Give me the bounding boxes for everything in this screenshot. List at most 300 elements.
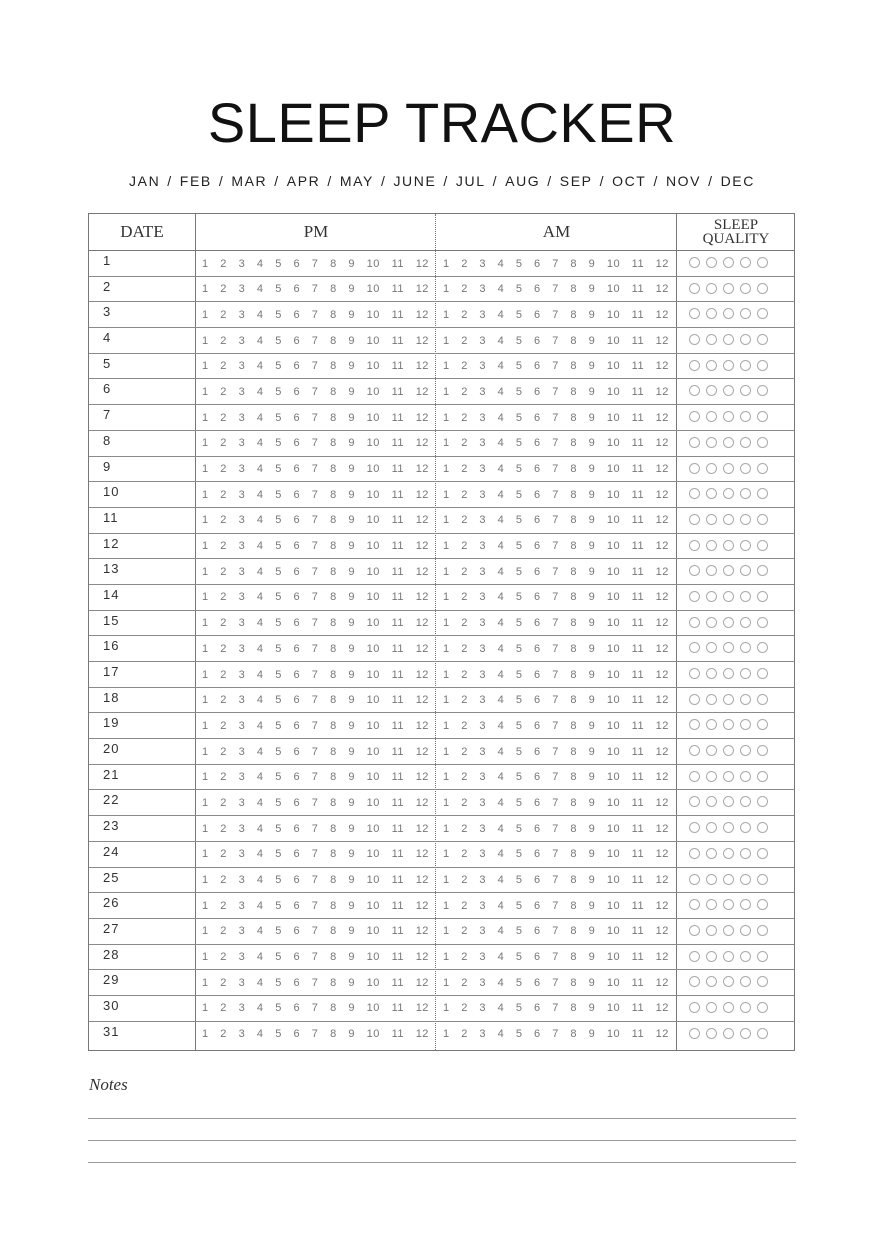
pm-hour-cell[interactable]: 7 — [311, 565, 319, 578]
pm-hour-cell[interactable]: 11 — [391, 951, 405, 964]
am-hour-cell[interactable]: 7 — [552, 488, 559, 501]
pm-hour-cell[interactable]: 7 — [311, 308, 319, 321]
quality-circle-icon[interactable] — [723, 308, 734, 319]
pm-hour-cell[interactable]: 2 — [220, 385, 227, 398]
quality-circle-icon[interactable] — [689, 565, 700, 576]
pm-hour-cell[interactable]: 6 — [293, 540, 301, 553]
pm-hour-cell[interactable]: 12 — [415, 976, 429, 989]
pm-hour-cell[interactable]: 1 — [202, 874, 209, 886]
quality-circle-icon[interactable] — [740, 565, 751, 576]
pm-hour-cell[interactable]: 4 — [256, 1028, 264, 1041]
pm-hour-cell[interactable]: 12 — [415, 668, 429, 681]
am-hour-cell[interactable]: 1 — [443, 771, 450, 784]
am-hour-cell[interactable]: 4 — [497, 334, 505, 347]
quality-circle-icon[interactable] — [689, 899, 700, 910]
am-hour-cell[interactable]: 8 — [570, 617, 578, 630]
quality-circle-icon[interactable] — [723, 437, 734, 448]
am-hour-cell[interactable]: 7 — [552, 565, 559, 578]
pm-hour-cell[interactable]: 11 — [391, 976, 405, 989]
quality-circle-icon[interactable] — [689, 360, 700, 371]
pm-hour-cell[interactable]: 12 — [415, 283, 429, 296]
quality-circle-icon[interactable] — [706, 796, 717, 807]
pm-hour-cell[interactable]: 4 — [256, 848, 264, 861]
quality-circle-icon[interactable] — [740, 822, 751, 833]
quality-circle-icon[interactable] — [689, 591, 700, 602]
quality-circle-icon[interactable] — [757, 925, 768, 936]
am-hour-cell[interactable]: 6 — [534, 694, 541, 707]
pm-hour-cell[interactable]: 2 — [220, 437, 227, 450]
am-hour-cell[interactable]: 7 — [552, 283, 559, 296]
am-hour-cell[interactable]: 2 — [461, 591, 468, 604]
quality-circle-icon[interactable] — [689, 822, 700, 833]
am-hour-cell[interactable]: 5 — [515, 925, 523, 938]
pm-hour-cell[interactable]: 12 — [415, 719, 429, 732]
month-aug[interactable]: AUG — [505, 173, 541, 189]
pm-hour-cell[interactable]: 5 — [275, 642, 282, 655]
am-hour-cell[interactable]: 12 — [655, 745, 669, 758]
pm-hour-cell[interactable]: 4 — [256, 565, 264, 578]
am-hour-cell[interactable]: 5 — [515, 668, 523, 681]
pm-hour-cell[interactable]: 12 — [415, 411, 429, 424]
pm-hour-cell[interactable]: 7 — [311, 283, 319, 296]
am-hour-cell[interactable]: 8 — [570, 1028, 578, 1041]
month-sep[interactable]: SEP — [559, 173, 593, 189]
pm-hour-cell[interactable]: 10 — [366, 334, 380, 347]
pm-hour-cell[interactable]: 12 — [415, 951, 429, 964]
pm-hour-cell[interactable]: 8 — [330, 334, 337, 347]
pm-hour-cell[interactable]: 7 — [311, 463, 319, 475]
am-hour-cell[interactable]: 7 — [552, 719, 559, 732]
am-hour-cell[interactable]: 12 — [655, 925, 669, 938]
quality-circle-icon[interactable] — [706, 591, 717, 602]
pm-hour-cell[interactable]: 11 — [391, 257, 405, 270]
am-hour-cell[interactable]: 2 — [461, 1028, 468, 1041]
am-hour-cell[interactable]: 9 — [588, 411, 596, 424]
pm-hour-cell[interactable]: 9 — [348, 463, 355, 475]
pm-hour-cell[interactable]: 10 — [366, 668, 380, 681]
am-hour-cell[interactable]: 5 — [515, 411, 523, 424]
pm-hour-cell[interactable]: 6 — [293, 360, 301, 373]
pm-hour-cell[interactable]: 3 — [238, 668, 246, 681]
pm-hour-cell[interactable]: 9 — [348, 385, 355, 398]
pm-hour-cell[interactable]: 7 — [311, 719, 319, 732]
pm-hour-cell[interactable]: 9 — [348, 360, 355, 373]
pm-hour-cell[interactable]: 2 — [220, 668, 227, 681]
quality-circle-icon[interactable] — [706, 617, 717, 628]
pm-hour-cell[interactable]: 9 — [348, 796, 355, 809]
pm-hour-cell[interactable]: 1 — [202, 437, 209, 450]
am-hour-cell[interactable]: 1 — [443, 951, 450, 964]
pm-hour-cell[interactable]: 1 — [202, 822, 209, 835]
pm-hour-cell[interactable]: 10 — [366, 874, 380, 886]
pm-hour-cell[interactable]: 10 — [366, 1028, 380, 1041]
month-jan[interactable]: JAN — [129, 173, 161, 189]
pm-hour-cell[interactable]: 11 — [391, 745, 405, 758]
am-hour-cell[interactable]: 10 — [606, 694, 621, 707]
am-hour-cell[interactable]: 6 — [534, 796, 541, 809]
pm-hour-cell[interactable]: 9 — [348, 642, 355, 655]
am-hour-cell[interactable]: 4 — [497, 848, 505, 861]
pm-hour-cell[interactable]: 8 — [330, 668, 337, 681]
pm-hour-cell[interactable]: 11 — [391, 642, 405, 655]
pm-hour-cell[interactable]: 3 — [238, 257, 246, 270]
quality-circle-icon[interactable] — [757, 976, 768, 987]
am-hour-cell[interactable]: 11 — [631, 874, 645, 886]
am-hour-cell[interactable]: 5 — [515, 334, 523, 347]
pm-hour-cell[interactable]: 2 — [220, 925, 227, 938]
pm-hour-cell[interactable]: 8 — [330, 308, 337, 321]
am-hour-cell[interactable]: 8 — [570, 1002, 578, 1015]
am-hour-cell[interactable]: 6 — [534, 976, 541, 989]
pm-hour-cell[interactable]: 10 — [366, 411, 380, 424]
am-hour-cell[interactable]: 7 — [552, 745, 559, 758]
pm-hour-cell[interactable]: 2 — [220, 334, 227, 347]
am-hour-cell[interactable]: 9 — [588, 719, 596, 732]
am-hour-cell[interactable]: 9 — [588, 591, 596, 604]
am-hour-cell[interactable]: 9 — [588, 308, 596, 321]
quality-circle-icon[interactable] — [757, 642, 768, 653]
pm-hour-cell[interactable]: 4 — [256, 360, 264, 373]
am-hour-cell[interactable]: 5 — [515, 283, 523, 296]
am-hour-cell[interactable]: 10 — [606, 385, 621, 398]
am-hour-cell[interactable]: 11 — [631, 694, 645, 707]
am-hour-cell[interactable]: 4 — [497, 642, 505, 655]
pm-hour-cell[interactable]: 5 — [275, 437, 282, 450]
pm-hour-cell[interactable]: 4 — [256, 796, 264, 809]
pm-hour-cell[interactable]: 11 — [391, 822, 405, 835]
am-hour-cell[interactable]: 9 — [588, 617, 596, 630]
pm-hour-cell[interactable]: 2 — [220, 617, 227, 630]
quality-circle-icon[interactable] — [723, 617, 734, 628]
am-hour-cell[interactable]: 6 — [534, 925, 541, 938]
am-hour-cell[interactable]: 12 — [655, 591, 669, 604]
pm-hour-cell[interactable]: 7 — [311, 334, 319, 347]
am-hour-cell[interactable]: 10 — [606, 540, 621, 553]
am-hour-cell[interactable]: 3 — [479, 668, 487, 681]
pm-hour-cell[interactable]: 9 — [348, 1002, 355, 1015]
am-hour-cell[interactable]: 12 — [655, 848, 669, 861]
month-oct[interactable]: OCT — [612, 173, 647, 189]
am-hour-cell[interactable]: 8 — [570, 642, 578, 655]
pm-hour-cell[interactable]: 3 — [238, 617, 246, 630]
am-hour-cell[interactable]: 2 — [461, 874, 468, 886]
quality-circle-icon[interactable] — [723, 822, 734, 833]
pm-hour-cell[interactable]: 8 — [330, 899, 337, 912]
pm-hour-cell[interactable]: 12 — [415, 463, 429, 475]
pm-hour-cell[interactable]: 11 — [391, 874, 405, 886]
pm-hour-cell[interactable]: 11 — [391, 463, 405, 475]
pm-hour-cell[interactable]: 1 — [202, 771, 209, 784]
pm-hour-cell[interactable]: 9 — [348, 1028, 355, 1041]
pm-hour-cell[interactable]: 12 — [415, 360, 429, 373]
pm-hour-cell[interactable]: 4 — [256, 1002, 264, 1015]
am-hour-cell[interactable]: 6 — [534, 257, 541, 270]
am-hour-cell[interactable]: 5 — [515, 360, 523, 373]
am-hour-cell[interactable]: 10 — [606, 437, 621, 450]
pm-hour-cell[interactable]: 1 — [202, 360, 209, 373]
pm-hour-cell[interactable]: 9 — [348, 411, 355, 424]
am-hour-cell[interactable]: 10 — [606, 411, 621, 424]
pm-hour-cell[interactable]: 4 — [256, 976, 264, 989]
quality-circle-icon[interactable] — [706, 463, 717, 474]
pm-hour-cell[interactable]: 8 — [330, 874, 337, 886]
pm-hour-cell[interactable]: 4 — [256, 463, 264, 475]
pm-hour-cell[interactable]: 4 — [256, 874, 264, 886]
am-hour-cell[interactable]: 5 — [515, 385, 523, 398]
am-hour-cell[interactable]: 1 — [443, 308, 450, 321]
quality-circle-icon[interactable] — [757, 617, 768, 628]
pm-hour-cell[interactable]: 8 — [330, 617, 337, 630]
am-hour-cell[interactable]: 9 — [588, 694, 596, 707]
am-hour-cell[interactable]: 7 — [552, 899, 559, 912]
am-hour-cell[interactable]: 8 — [570, 488, 578, 501]
pm-hour-cell[interactable]: 9 — [348, 976, 355, 989]
am-hour-cell[interactable]: 5 — [515, 540, 523, 553]
quality-circle-icon[interactable] — [740, 899, 751, 910]
am-hour-cell[interactable]: 5 — [515, 463, 523, 475]
quality-circle-icon[interactable] — [740, 308, 751, 319]
am-hour-cell[interactable]: 3 — [479, 1002, 487, 1015]
am-hour-cell[interactable]: 6 — [534, 437, 541, 450]
am-hour-cell[interactable]: 2 — [461, 822, 468, 835]
am-hour-cell[interactable]: 2 — [461, 360, 468, 373]
am-hour-cell[interactable]: 4 — [497, 257, 505, 270]
am-hour-cell[interactable]: 1 — [443, 745, 450, 758]
pm-hour-cell[interactable]: 11 — [391, 591, 405, 604]
pm-hour-cell[interactable]: 7 — [311, 668, 319, 681]
pm-hour-cell[interactable]: 7 — [311, 411, 319, 424]
pm-hour-cell[interactable]: 11 — [391, 565, 405, 578]
pm-hour-cell[interactable]: 10 — [366, 385, 380, 398]
am-hour-cell[interactable]: 9 — [588, 514, 596, 527]
pm-hour-cell[interactable]: 1 — [202, 617, 209, 630]
pm-hour-cell[interactable]: 8 — [330, 719, 337, 732]
am-hour-cell[interactable]: 8 — [570, 796, 578, 809]
pm-hour-cell[interactable]: 10 — [366, 591, 380, 604]
pm-hour-cell[interactable]: 8 — [330, 925, 337, 938]
am-hour-cell[interactable]: 6 — [534, 463, 541, 475]
am-hour-cell[interactable]: 3 — [479, 591, 487, 604]
pm-hour-cell[interactable]: 7 — [311, 848, 319, 861]
quality-circle-icon[interactable] — [723, 951, 734, 962]
am-hour-cell[interactable]: 1 — [443, 385, 450, 398]
pm-hour-cell[interactable]: 9 — [348, 283, 355, 296]
am-hour-cell[interactable]: 3 — [479, 540, 487, 553]
pm-hour-cell[interactable]: 4 — [256, 925, 264, 938]
quality-circle-icon[interactable] — [689, 796, 700, 807]
pm-hour-cell[interactable]: 3 — [238, 745, 246, 758]
pm-hour-cell[interactable]: 10 — [366, 925, 380, 938]
am-hour-cell[interactable]: 9 — [588, 334, 596, 347]
am-hour-cell[interactable]: 5 — [515, 874, 523, 886]
month-feb[interactable]: FEB — [179, 173, 212, 189]
pm-hour-cell[interactable]: 2 — [220, 694, 227, 707]
am-hour-cell[interactable]: 8 — [570, 283, 578, 296]
pm-hour-cell[interactable]: 1 — [202, 540, 209, 553]
quality-circle-icon[interactable] — [689, 1028, 700, 1039]
am-hour-cell[interactable]: 9 — [588, 771, 596, 784]
pm-hour-cell[interactable]: 9 — [348, 694, 355, 707]
quality-circle-icon[interactable] — [723, 334, 734, 345]
pm-hour-cell[interactable]: 12 — [415, 771, 429, 784]
am-hour-cell[interactable]: 1 — [443, 360, 450, 373]
pm-hour-cell[interactable]: 9 — [348, 848, 355, 861]
quality-circle-icon[interactable] — [706, 925, 717, 936]
pm-hour-cell[interactable]: 1 — [202, 951, 209, 964]
am-hour-cell[interactable]: 10 — [606, 745, 621, 758]
am-hour-cell[interactable]: 6 — [534, 874, 541, 886]
pm-hour-cell[interactable]: 11 — [391, 1028, 405, 1041]
am-hour-cell[interactable]: 4 — [497, 1028, 505, 1041]
am-hour-cell[interactable]: 10 — [606, 874, 621, 886]
am-hour-cell[interactable]: 4 — [497, 514, 505, 527]
pm-hour-cell[interactable]: 7 — [311, 925, 319, 938]
pm-hour-cell[interactable]: 3 — [238, 488, 246, 501]
pm-hour-cell[interactable]: 7 — [311, 360, 319, 373]
quality-circle-icon[interactable] — [757, 565, 768, 576]
quality-circle-icon[interactable] — [689, 385, 700, 396]
pm-hour-cell[interactable]: 2 — [220, 488, 227, 501]
pm-hour-cell[interactable]: 4 — [256, 822, 264, 835]
pm-hour-cell[interactable]: 5 — [275, 899, 282, 912]
quality-circle-icon[interactable] — [740, 411, 751, 422]
am-hour-cell[interactable]: 11 — [631, 488, 645, 501]
am-hour-cell[interactable]: 1 — [443, 334, 450, 347]
pm-hour-cell[interactable]: 1 — [202, 668, 209, 681]
pm-hour-cell[interactable]: 4 — [256, 437, 264, 450]
pm-hour-cell[interactable]: 9 — [348, 719, 355, 732]
am-hour-cell[interactable]: 2 — [461, 540, 468, 553]
am-hour-cell[interactable]: 12 — [655, 283, 669, 296]
pm-hour-cell[interactable]: 5 — [275, 1028, 282, 1041]
pm-hour-cell[interactable]: 9 — [348, 951, 355, 964]
pm-hour-cell[interactable]: 10 — [366, 257, 380, 270]
pm-hour-cell[interactable]: 7 — [311, 951, 319, 964]
am-hour-cell[interactable]: 1 — [443, 848, 450, 861]
am-hour-cell[interactable]: 12 — [655, 385, 669, 398]
pm-hour-cell[interactable]: 8 — [330, 796, 337, 809]
pm-hour-cell[interactable]: 12 — [415, 925, 429, 938]
pm-hour-cell[interactable]: 2 — [220, 540, 227, 553]
am-hour-cell[interactable]: 9 — [588, 283, 596, 296]
quality-circle-icon[interactable] — [689, 411, 700, 422]
quality-circle-icon[interactable] — [757, 385, 768, 396]
quality-circle-icon[interactable] — [706, 565, 717, 576]
am-hour-cell[interactable]: 12 — [655, 308, 669, 321]
am-hour-cell[interactable]: 7 — [552, 591, 559, 604]
am-hour-cell[interactable]: 10 — [606, 308, 621, 321]
pm-hour-cell[interactable]: 9 — [348, 334, 355, 347]
am-hour-cell[interactable]: 5 — [515, 1002, 523, 1015]
am-hour-cell[interactable]: 1 — [443, 822, 450, 835]
pm-hour-cell[interactable]: 7 — [311, 694, 319, 707]
am-hour-cell[interactable]: 2 — [461, 283, 468, 296]
quality-circle-icon[interactable] — [689, 771, 700, 782]
pm-hour-cell[interactable]: 12 — [415, 514, 429, 527]
am-hour-cell[interactable]: 4 — [497, 719, 505, 732]
pm-hour-cell[interactable]: 6 — [293, 1028, 301, 1041]
pm-hour-cell[interactable]: 3 — [238, 694, 246, 707]
pm-hour-cell[interactable]: 12 — [415, 540, 429, 553]
am-hour-cell[interactable]: 5 — [515, 745, 523, 758]
am-hour-cell[interactable]: 10 — [606, 257, 621, 270]
pm-hour-cell[interactable]: 11 — [391, 283, 405, 296]
am-hour-cell[interactable]: 5 — [515, 796, 523, 809]
pm-hour-cell[interactable]: 11 — [391, 848, 405, 861]
quality-circle-icon[interactable] — [757, 874, 768, 885]
pm-hour-cell[interactable]: 4 — [256, 540, 264, 553]
pm-hour-cell[interactable]: 7 — [311, 899, 319, 912]
quality-circle-icon[interactable] — [706, 1002, 717, 1013]
quality-circle-icon[interactable] — [706, 874, 717, 885]
am-hour-cell[interactable]: 11 — [631, 283, 645, 296]
pm-hour-cell[interactable]: 7 — [311, 1028, 319, 1041]
am-hour-cell[interactable]: 11 — [631, 796, 645, 809]
quality-circle-icon[interactable] — [689, 925, 700, 936]
pm-hour-cell[interactable]: 8 — [330, 1028, 337, 1041]
pm-hour-cell[interactable]: 3 — [238, 874, 246, 886]
am-hour-cell[interactable]: 9 — [588, 385, 596, 398]
am-hour-cell[interactable]: 7 — [552, 540, 559, 553]
am-hour-cell[interactable]: 10 — [606, 719, 621, 732]
am-hour-cell[interactable]: 3 — [479, 976, 487, 989]
pm-hour-cell[interactable]: 8 — [330, 1002, 337, 1015]
am-hour-cell[interactable]: 11 — [631, 257, 645, 270]
am-hour-cell[interactable]: 3 — [479, 1028, 487, 1041]
am-hour-cell[interactable]: 4 — [497, 668, 505, 681]
pm-hour-cell[interactable]: 4 — [256, 899, 264, 912]
am-hour-cell[interactable]: 4 — [497, 951, 505, 964]
am-hour-cell[interactable]: 12 — [655, 771, 669, 784]
pm-hour-cell[interactable]: 5 — [275, 411, 282, 424]
am-hour-cell[interactable]: 10 — [606, 283, 621, 296]
pm-hour-cell[interactable]: 2 — [220, 360, 227, 373]
pm-hour-cell[interactable]: 10 — [366, 848, 380, 861]
am-hour-cell[interactable]: 1 — [443, 642, 450, 655]
pm-hour-cell[interactable]: 6 — [293, 411, 301, 424]
am-hour-cell[interactable]: 11 — [631, 668, 645, 681]
quality-circle-icon[interactable] — [757, 745, 768, 756]
am-hour-cell[interactable]: 7 — [552, 1002, 559, 1015]
pm-hour-cell[interactable]: 6 — [293, 976, 301, 989]
pm-hour-cell[interactable]: 11 — [391, 899, 405, 912]
pm-hour-cell[interactable]: 12 — [415, 565, 429, 578]
pm-hour-cell[interactable]: 3 — [238, 385, 246, 398]
am-hour-cell[interactable]: 9 — [588, 540, 596, 553]
pm-hour-cell[interactable]: 5 — [275, 565, 282, 578]
quality-circle-icon[interactable] — [706, 488, 717, 499]
pm-hour-cell[interactable]: 9 — [348, 540, 355, 553]
am-hour-cell[interactable]: 9 — [588, 463, 596, 475]
am-hour-cell[interactable]: 12 — [655, 976, 669, 989]
pm-hour-cell[interactable]: 8 — [330, 437, 337, 450]
am-hour-cell[interactable]: 1 — [443, 874, 450, 886]
am-hour-cell[interactable]: 3 — [479, 437, 487, 450]
am-hour-cell[interactable]: 6 — [534, 385, 541, 398]
pm-hour-cell[interactable]: 6 — [293, 796, 301, 809]
pm-hour-cell[interactable]: 2 — [220, 848, 227, 861]
pm-hour-cell[interactable]: 5 — [275, 771, 282, 784]
pm-hour-cell[interactable]: 2 — [220, 308, 227, 321]
am-hour-cell[interactable]: 11 — [631, 617, 645, 630]
pm-hour-cell[interactable]: 1 — [202, 257, 209, 270]
pm-hour-cell[interactable]: 9 — [348, 874, 355, 886]
quality-circle-icon[interactable] — [757, 1028, 768, 1039]
quality-circle-icon[interactable] — [723, 514, 734, 525]
am-hour-cell[interactable]: 9 — [588, 745, 596, 758]
pm-hour-cell[interactable]: 3 — [238, 360, 246, 373]
pm-hour-cell[interactable]: 4 — [256, 385, 264, 398]
